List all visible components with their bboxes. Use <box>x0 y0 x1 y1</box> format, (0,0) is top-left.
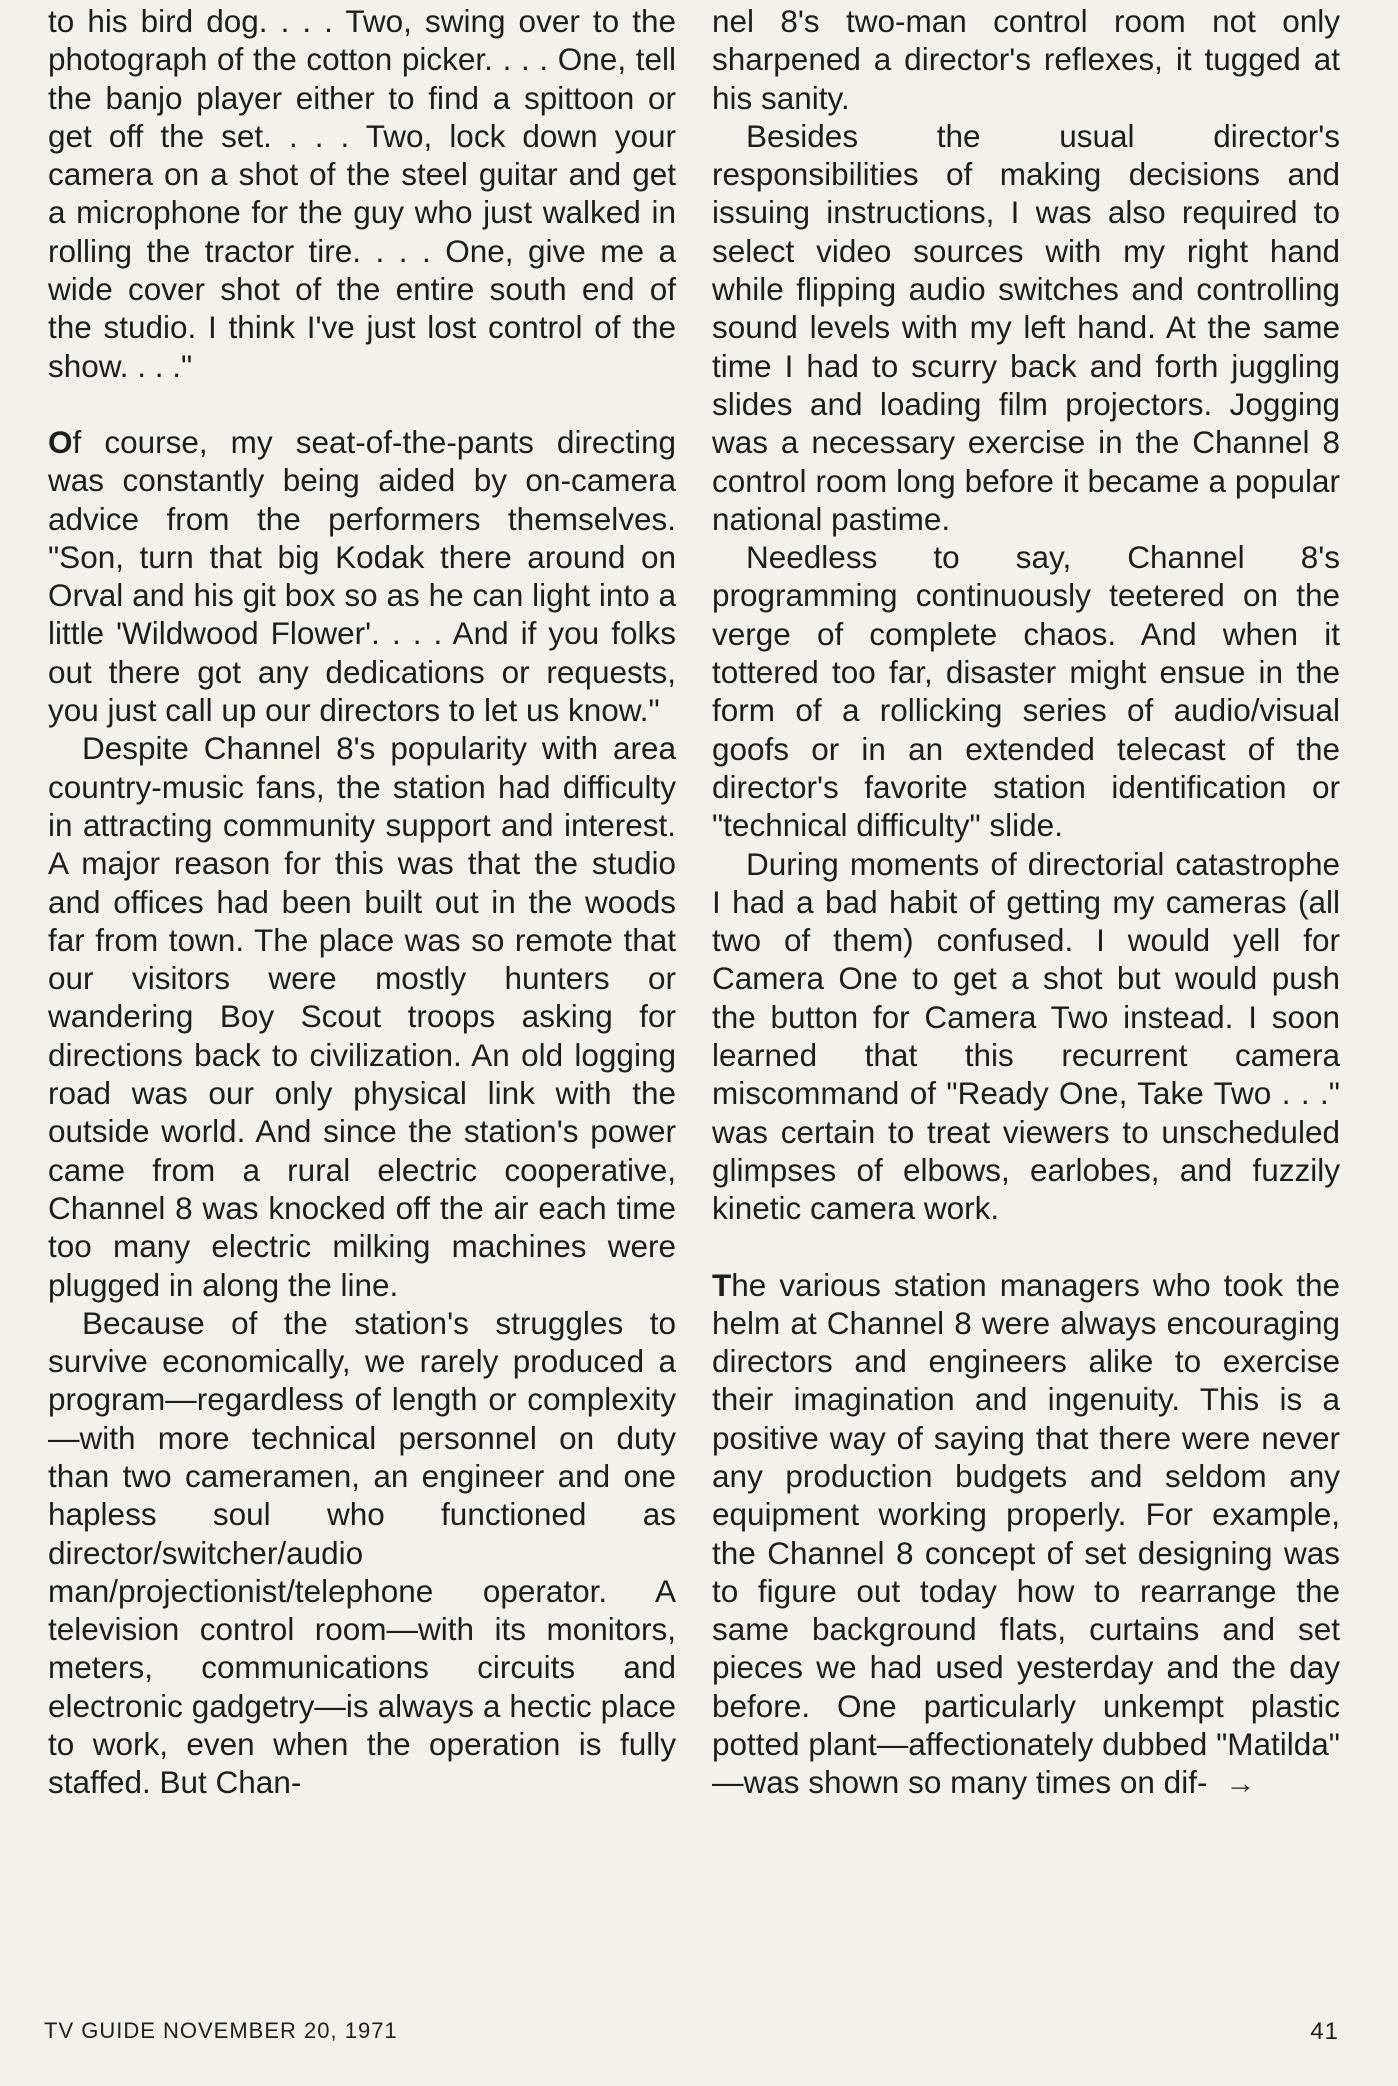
paragraph: Because of the station's struggles to survive economically, we rarely produced a program—regardless of length or complexity—with more technical personnel on duty than two cameramen, an engineer and one hapless soul who functioned as director/switcher/audio man/projectionist/telephone operator. A television control room—with its monitors, meters, communications circuits and electronic gadgetry—is always a hectic place to work, even when the operation is fully staffed. But Chan- <box>48 1304 676 1801</box>
paragraph: Despite Channel 8's popularity with area country-music fans, the station had difficulty in attracting community support and interest. A major reason for this was that the studio and offices had been built out in the woods far from town. The place was so remote that our visitors were mostly hunters or wandering Boy Scout troops asking for directions back to civilization. An old logging road was our only physical link with the outside world. And since the station's power came from a rural electric cooperative, Channel 8 was knocked off the air each time too many electric milking machines were plugged in along the line. <box>48 730 676 1303</box>
paragraph: Of course, my seat-of-the-pants directing was constantly being aided by on-camera advice from the performers themselves. "Son, turn that big Kodak there around on Orval and his git box so as he can light into a little 'Wildwood Flower'. . . . And if you folks out there got any dedications or requests, you just call up our directors to let us know." <box>48 423 676 729</box>
paragraph-text: The various station managers who took the helm at Channel 8 were always encouraging directors and engineers alike to exercise their imagination and ingenuity. This is a positive way of saying that there were never any production budgets and seldom any equipment working properly. For example, the Channel 8 concept of set designing was to figure out today how to rearrange the same background flats, curtains and set pieces we had used yesterday and the day before. One particularly unkempt plastic potted plant—affectionately dubbed "Matilda" —was shown so many times on dif- <box>712 1266 1340 1801</box>
page-number: 41 <box>1310 2018 1339 2045</box>
paragraph: During moments of directorial catastrophe I had a bad habit of getting my cameras (all two of them) confused. I would yell for Camera One to get a shot but would push the button for Camera Two instead. I soon learned that this recurrent camera miscommand of "Ready One, Take Two . . ." was certain to treat viewers to unscheduled glimpses of elbows, earlobes, and fuzzily kinetic camera work. <box>712 845 1340 1227</box>
paragraph: to his bird dog. . . . Two, swing over to the photograph of the cotton picker. . . . One, tell the banjo player either to find a spittoon or get off the set. . . . Two, lock down your camera on a shot of the steel guitar and get a microphone for the guy who just walked in rolling the tractor tire. . . . One, give me a wide cover shot of the entire south end of the studio. I think I've just lost control of the show. . . ." <box>48 3 676 384</box>
paragraph: nel 8's two-man control room not only sharpened a director's reflexes, it tugged at his sanity. <box>712 3 1340 116</box>
article-column-left <box>48 2 676 1802</box>
paragraph: Besides the usual director's responsibilities of making decisions and issuing instructions, I was also required to select video sources with my right hand while flipping audio switches and controlling sound levels with my left hand. At the same time I had to scurry back and forth juggling slides and loading film projectors. Jogging was a necessary exercise in the Channel 8 control room long before it became a popular national pastime. <box>712 117 1340 537</box>
paragraph-continued <box>712 1266 1340 1804</box>
publication-folio: TV GUIDE NOVEMBER 20, 1971 <box>44 2018 398 2043</box>
paragraph: Needless to say, Channel 8's programming continuously teetered on the verge of complete chaos. And when it tottered too far, disaster might ensue in the form of a rollicking series of audio/visual goofs or in an extended telecast of the director's favorite station identification or "technical difficulty" slide. <box>712 539 1340 844</box>
article-column-right <box>712 2 1340 1804</box>
continue-arrow-icon: → <box>1225 1767 1256 1801</box>
